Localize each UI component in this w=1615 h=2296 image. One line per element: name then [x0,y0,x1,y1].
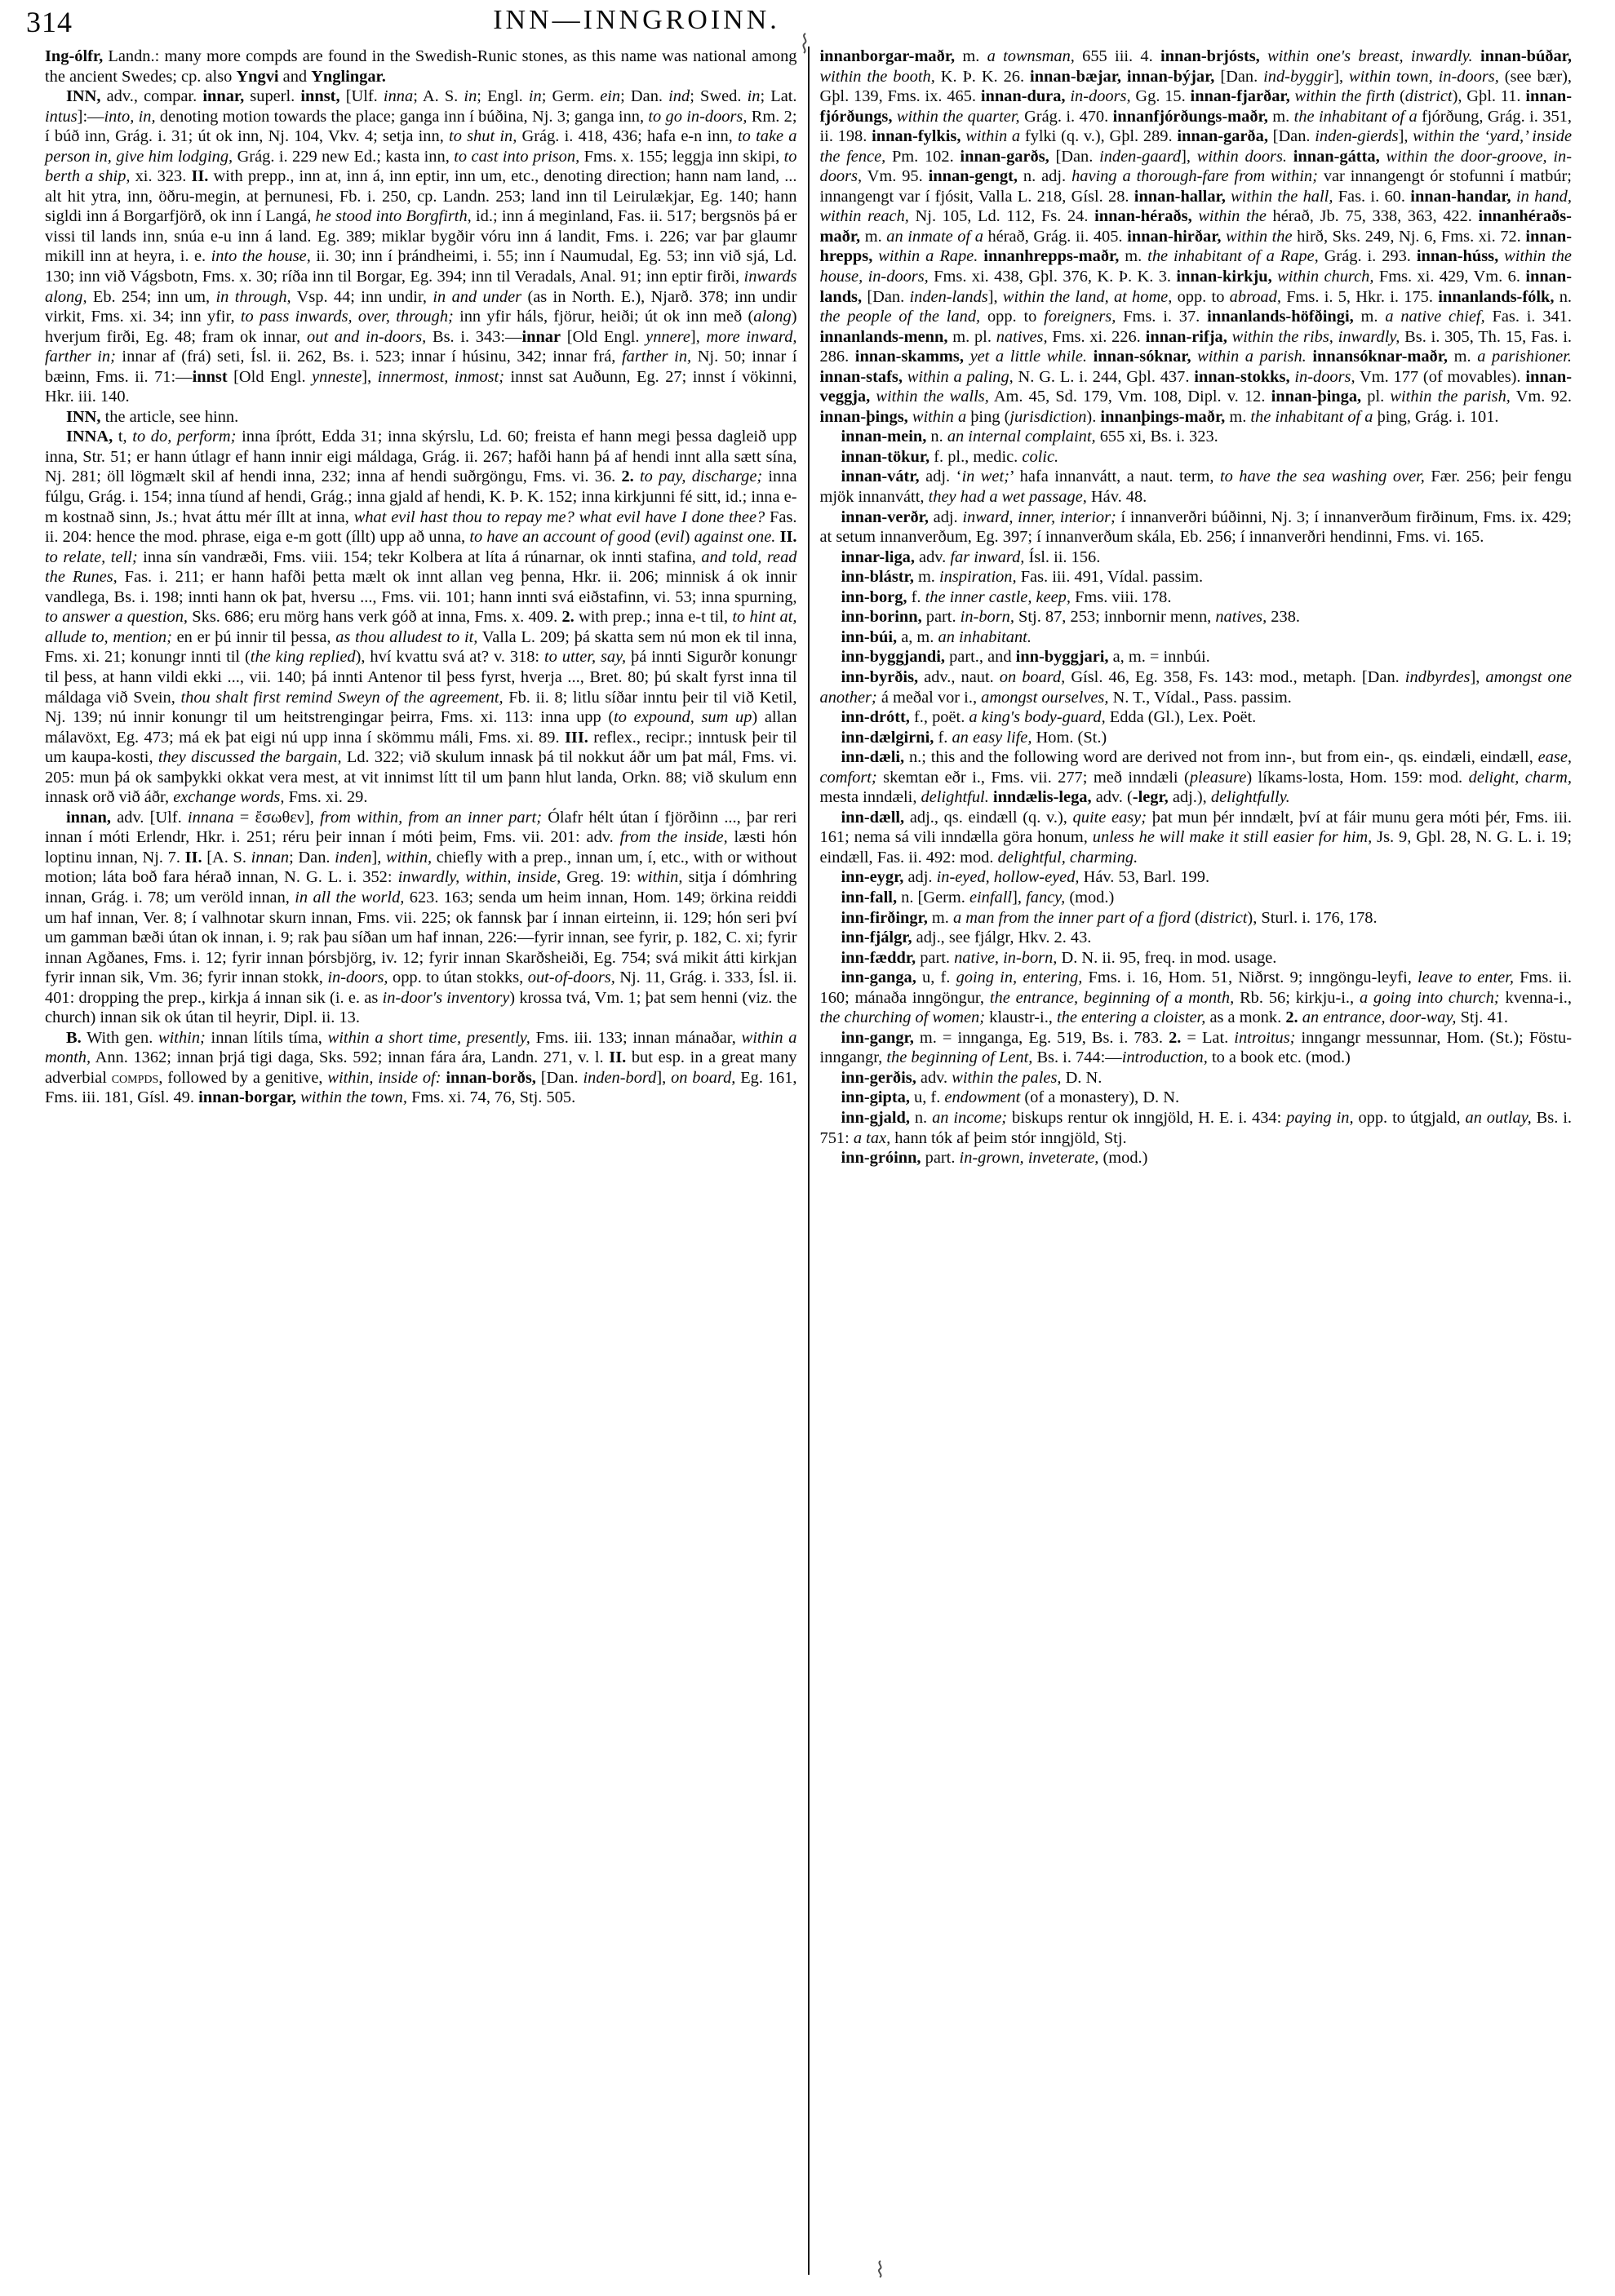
entry-paragraph: inn-byrðis, adv., naut. on board, Gísl. 46, Eg. 358, Fs. 143: mod., metaph. [Dan. indbyrdes], amongst one another; á meðal vor i., amongst ourselves, N. T., Vídal., Pass. passim. [819,667,1572,707]
entry-paragraph: B. With gen. within; innan lítils tíma, within a short time, presently, Fms. iii. 133; innan mánaðar, within a month, Ann. 1362; innan þrjá tigi daga, Sks. 592; innan fára ára, Landn. 271, v. l. II. but esp. in a great many adverbial compds, followed by a genitive, within, inside of: innan-borðs, [Dan. inden-bord], on board, Eg. 161, Fms. iii. 181, Gísl. 49. innan-borgar, within the town, Fms. xi. 74, 76, Stj. 505. [45,1028,797,1107]
entry-paragraph: inn-eygr, adj. in-eyed, hollow-eyed, Háv. 53, Barl. 199. [841,868,1210,887]
entry-paragraph: INNA, t, to do, perform; inna íþrótt, Edda 31; inna skýrslu, Ld. 60; freista ef hann megi þessa dagleið upp inna, Str. 51; er hann útlagr ef hann innir eigi máldaga, Grág. ii. 267; hafði hann þá af hendi innt alla sætt sína, Nj. 281; öll lögmælt skil af hendi inna, 232; inna af hendi suðrgöngu, Fms. vi. 36. 2. to pay, discharge; inna fúlgu, Grág. i. 154; inna tíund af hendi, Grág.; inna gjald af hendi, K. Þ. K. 152; inna kirkjunni fé sitt, id.; inna e-m kostnað sinn, Js.; hvat áttu mér íllt at inna, what evil hast thou to repay me? what evil have I done thee? Fas. ii. 204: hence the mod. phrase, eiga e-m gott (íllt) upp að unna, to have an account of good (evil) against one. II. to relate, tell; inna sín vandræði, Fms. viii. 154; tekr Kolbera at líta á rúnarnar, ok innti stafina, and told, read the Runes, Fas. i. 211; er hann hafði þetta mælt ok innt allan veg þenna, Hkr. ii. 206; minnisk á ok innir vandlega, Bs. i. 198; innti hann ok þat, hversu ..., Fms. vii. 101; hann innti svá eiðstafinn, vi. 53; inna spurning, to answer a question, Sks. 686; eru mörg hans verk góð at inna, Fms. x. 409. 2. with prep.; inna e-t til, to hint at, allude to, mention; en er þú innir til þessa, as thou alludest to it, Valla L. 209; þá skatta sem nú mon ek til inna, Fms. xi. 21; konungr innti til (the king replied), hví kvattu svá at? v. 318: to utter, say, þá innti Sigurðr konungr til þess, at hann vildi ekki ..., vii. 140; þá innti Antenor til þess fyrst, hverja ..., Bret. 80; þú skalt fyrst inna til máldaga við Svein, thou shalt first remind Sweyn of the agreement, Fb. ii. 8; litlu síðar inntu þeir til við Ketil, Nj. 139; nú innir konungr til um heitstrengingar þeirra, Fms. xi. 113: inna upp (to expound, sum up) allan málavöxt, Eg. 473; má ek þat eigi nú upp inna í skömmu máli, Fms. xi. 89. III. reflex., recipr.; inntusk þeir til um kaupa-kosti, they discussed the bargain, Ld. 322; við skulum innask þá til nokkut áðr um þat mál, Fms. vi. 205: mun þá ok samþykki okkat vera mest, at vit innimst lítt til um þann hlut landa, Orkn. 88; við skulum enn innask orð við áðr, exchange words, Fms. xi. 29. [45,428,797,807]
entry-paragraph: inn-borinn, part. in-born, Stj. 87, 253; innbornir menn, natives, 238. [841,608,1300,627]
entry-paragraph: INN, the article, see hinn. [66,407,239,426]
entry-paragraph: inn-fall, n. [Germ. einfall], fancy, (mod.) [841,888,1115,906]
entry-paragraph: inn-dæli, n.; this and the following word are derived not from inn-, but from ein-, qs. eindæli, eindæll, ease, comfort; skemtan eðr i., Fms. vii. 277; með inndæli (pleasure) líkams-losta, Hom. 159: mod. delight, charm, mesta inndæli, delightful. inndælis-lega, adv. (-legr, adj.), delightfully. [819,748,1573,807]
page-number: 314 [26,6,73,38]
entry-paragraph: inn-drótt, f., poët. a king's body-guard, Edda (Gl.), Lex. Poët. [841,708,1257,727]
entry-paragraph: inn-gróinn, part. in-grown, inveterate, (mod.) [841,1149,1148,1168]
printer-mark-icon [875,2260,886,2282]
entry-paragraph: innan-mein, n. an internal complaint, 655 xi, Bs. i. 323. [841,428,1218,446]
entry-paragraph: innan-vátr, adj. ‘in wet;’ hafa innanvátt, a naut. term, to have the sea washing over, Fær. 256; þeir fengu mjök innanvátt, they had a wet passage, Háv. 48. [819,468,1572,507]
entry-paragraph: inn-firðingr, m. a man from the inner part of a fjord (district), Sturl. i. 176, 178. [841,908,1378,927]
entry-paragraph: inn-blástr, m. inspiration, Fas. iii. 491, Vídal. passim. [841,568,1204,587]
entry-paragraph: inn-borg, f. the inner castle, keep, Fms. viii. 178. [841,587,1172,606]
entry-paragraph: innan, adv. [Ulf. innana = ἔσωθεν], from within, from an inner part; Ólafr hélt útan í fjörðinn ..., þar reri innan í móti Erlendr, Hkr. i. 251; réru þeir innan í móti þeim, Fms. vii. 201: adv. from the inside, læsti hón loptinu innan, Nj. 7. II. [A. S. innan; Dan. inden], within, chiefly with a prep., innan um, í, etc., with or without motion; láta boð fara hérað innan, N. G. L. i. 352: inwardly, within, inside, Greg. 19: within, sitja í dómhring innan, Grág. i. 78; um veröld innan, in all the world, 623. 163; senda um heim innan, Hom. 149; örkina reiddi um haf innan, Ver. 8; í valhnotar skurn innan, Fms. vii. 225; ok fannsk þar í innan eirteinn, ii. 129; hón seri því um gamman bæði útan ok innan, i. 9; rak þau síðan um haf innan, 226:—fyrir innan, see fyrir, p. 182, C. xi; fyrir innan Agðanes, Fms. i. 12; fyrir innan þórsbjörg, iv. 12; fyrir innan Skarðsheiði, Eg. 754; svá mikit átti kirkjan fyrir innan sik, Vm. 36; fyrir innan stokk, in-doors, opp. to útan stokks, out-of-doors, Nj. 11, Grág. i. 333, Ísl. ii. 401: dropping the prep., kirkja á innan sik (i. e. as in-door's inventory) krossa tvá, Vm. 1; þat sem henni (viz. the church) innan sik ok útan til heyrir, Dipl. ii. 13. [45,808,797,1027]
entry-paragraph: inn-ganga, u, f. going in, entering, Fms. i. 16, Hom. 51, Niðrst. 9; inngöngu-leyfi, leave to enter, Fms. ii. 160; mánaða inngöngur, the entrance, beginning of a month, Rb. 56; kirkju-i., a going into church; kvenna-i., the churching of women; klaustr-i., the entering a cloister, as a monk. 2. an entrance, door-way, Stj. 41. [819,968,1572,1027]
entry-paragraph: inn-byggjandi, part., and inn-byggjari, a, m. = innbúi. [841,648,1210,667]
text-block [34,47,1582,2275]
entry-paragraph: inn-dælgirni, f. an easy life, Hom. (St.) [841,728,1107,747]
entry-paragraph: Ing-ólfr, Landn.: many more compds are found in the Swedish-Runic stones, as this name was national among the ancient Swedes; cp. also Yngvi and Ynglingar. [45,47,797,86]
entry-paragraph: inn-dæll, adj., qs. eindæll (q. v.), quite easy; þat mun þér inndælt, því at fáir munu gera móti þér, Fms. iii. 161; nema sá vili inndælla göra honum, unless he will make it still easier for him, Js. 9, Gþl. 28, N. G. L. i. 19; eindæll, Fas. ii. 492: mod. delightful, charming. [819,808,1572,867]
entry-paragraph: innanborgar-maðr, m. a townsman, 655 iii. 4. innan-brjósts, within one's breast, inwardly. innan-búðar, within the booth, K. Þ. K. 26. innan-bæjar, innan-býjar, [Dan. ind-byggir], within town, in-doors, (see bær), Gþl. 139, Fms. ix. 465. innan-dura, in-doors, Gg. 15. innan-fjarðar, within the firth (district), Gþl. 11. innan-fjórðungs, within the quarter, Grág. i. 470. innanfjórðungs-maðr, m. the inhabitant of a fjórðung, Grág. i. 351, ii. 198. innan-fylkis, within a fylki (q. v.), Gþl. 289. innan-garða, [Dan. inden-gierds], within the ‘yard,’ inside the fence, Pm. 102. innan-garðs, [Dan. inden-gaard], within doors. innan-gátta, within the door-groove, in-doors, Vm. 95. innan-gengt, n. adj. having a thorough-fare from within; var innangengt ór stofunni í matbúr; innangengt var í fjósit, Valla L. 218, Gísl. 28. innan-hallar, within the hall, Fas. i. 60. innan-handar, in hand, within reach, Nj. 105, Ld. 112, Fs. 24. innan-héraðs, within the hérað, Jb. 75, 338, 363, 422. innanhéraðs-maðr, m. an inmate of a hérað, Grág. ii. 405. innan-hirðar, within the hirð, Sks. 249, Nj. 6, Fms. xi. 72. innan-hrepps, within a Rape. innanhrepps-maðr, m. the inhabitant of a Rape, Grág. i. 293. innan-húss, within the house, in-doors, Fms. xi. 438, Gþl. 376, K. Þ. K. 3. innan-kirkju, within church, Fms. xi. 429, Vm. 6. innan-lands, [Dan. inden-lands], within the land, at home, opp. to abroad, Fms. i. 5, Hkr. i. 175. innanlands-fólk, n. the people of the land, opp. to foreigners, Fms. i. 37. innanlands-höfðingi, m. a native chief, Fas. i. 341. innanlands-menn, m. pl. natives, Fms. xi. 226. innan-rifja, within the ribs, inwardly, Bs. i. 305, Th. 15, Fas. i. 286. innan-skamms, yet a little while. innan-sóknar, within a parish. innansóknar-maðr, m. a parishioner. innan-stafs, within a paling, N. G. L. i. 244, Gþl. 437. innan-stokks, in-doors, Vm. 177 (of movables). innan-veggja, within the walls, Am. 45, Sd. 179, Vm. 108, Dipl. v. 12. innan-þinga, pl. within the parish, Vm. 92. innan-þings, within a þing (jurisdiction). innanþings-maðr, m. the inhabitant of a þing, Grág. i. 101. [819,47,1573,426]
entry-paragraph: innan-verðr, adj. inward, inner, interior; í innanverðri búðinni, Nj. 3; í innanverðum firðinum, Fms. ix. 429; at setum innanverðum, Eg. 397; í innanverðum skála, Eb. 256; í innanverðri hendinni, Fms. vi. 165. [819,508,1572,547]
entry-paragraph: inn-gipta, u, f. endowment (of a monastery), D. N. [841,1088,1180,1107]
entry-paragraph: inn-búi, a, m. an inhabitant. [841,627,1032,646]
entry-paragraph: inn-fæddr, part. native, in-born, D. N. ii. 95, freq. in mod. usage. [841,948,1277,967]
entry-paragraph: innan-tökur, f. pl., medic. colic. [841,447,1059,466]
entry-paragraph: INN, adv., compar. innar, superl. innst, [Ulf. inna; A. S. in; Engl. in; Germ. ein; Dan. ind; Swed. in; Lat. intus]:—into, in, denoting motion towards the place; ganga inn í búðina, Nj. 3; ganga inn, to go in-doors, Rm. 2; í búð inn, Grág. i. 31; út ok inn, Nj. 104, Vkv. 4; setja inn, to shut in, Grág. i. 418, 436; hafa e-n inn, to take a person in, give him lodging, Grág. i. 229 new Ed.; kasta inn, to cast into prison, Fms. x. 155; leggja inn skipi, to berth a ship, xi. 323. II. with prepp., inn at, inn á, inn eptir, inn um, etc., denoting direction; hann nam land, ... alt hit ytra, inn, öðru-megin, at þernunesi, Fb. i. 250, cp. Landn. 253; land inn til Leirulækjar, Eg. 140; hann sigldi inn á Borgarfjörð, ok inn í Langá, he stood into Borgfirth, id.; inn á meginland, Fas. ii. 517; bergsnös þá er vissi til lands inn, snúa e-u inn á land. Eg. 389; miklar bygðir vóru inn á landit, Fms. i. 226; var þar glaumr mikill inn at heyra, i. e. into the house, ii. 30; inn í þrándheimi, i. 55; inn í Naumudal, Eg. 53; inn við sjá, Ld. 130; inn við Vágsbotn, Fms. x. 30; ríða inn til Borgar, Eg. 394; inn til Veradals, Anal. 91; inn eptir firði, inwards along, Eb. 254; inn um, in through, Vsp. 44; inn undir, in and under (as in North. E.), Njarð. 378; inn undir virkit, Fms. xi. 34; inn yfir, to pass inwards, over, through; inn yfir háls, fjörur, heiði; út ok inn með (along) hverjum firði, Eg. 48; fram ok innar, out and in-doors, Bs. i. 343:—innar [Old Engl. ynnere], more inward, farther in; innar af (frá) seti, Ísl. ii. 262, Bs. i. 523; innar í húsinu, 342; innar frá, farther in, Nj. 50; innar í bæinn, Fms. ii. 71:—innst [Old Engl. ynneste], innermost, inmost; innst sat Auðunn, Eg. 27; innst í vökinni, Hkr. iii. 140. [45,87,797,406]
entry-paragraph: inn-gjald, n. an income; biskups rentur ok inngjöld, H. E. i. 434: paying in, opp. to útgjald, an outlay, Bs. i. 751: a tax, hann tók af þeim stór inngjöld, Stj. [819,1108,1572,1147]
left-column [34,47,808,2275]
running-head-title: INN—INNGROINN. [493,5,780,35]
entry-paragraph: inn-gangr, m. = innganga, Eg. 519, Bs. i. 783. 2. = Lat. introitus; inngangr messunnar, Hom. (St.); Föstu-inngangr, the beginning of Lent, Bs. i. 744:—introduction, to a book etc. (mod.) [819,1028,1573,1067]
entry-paragraph: innar-liga, adv. far inward, Ísl. ii. 156. [841,547,1101,566]
entry-paragraph: inn-fjálgr, adj., see fjálgr, Hkv. 2. 43. [841,929,1092,947]
entry-paragraph: inn-gerðis, adv. within the pales, D. N. [841,1068,1103,1087]
right-column [810,47,1583,2275]
